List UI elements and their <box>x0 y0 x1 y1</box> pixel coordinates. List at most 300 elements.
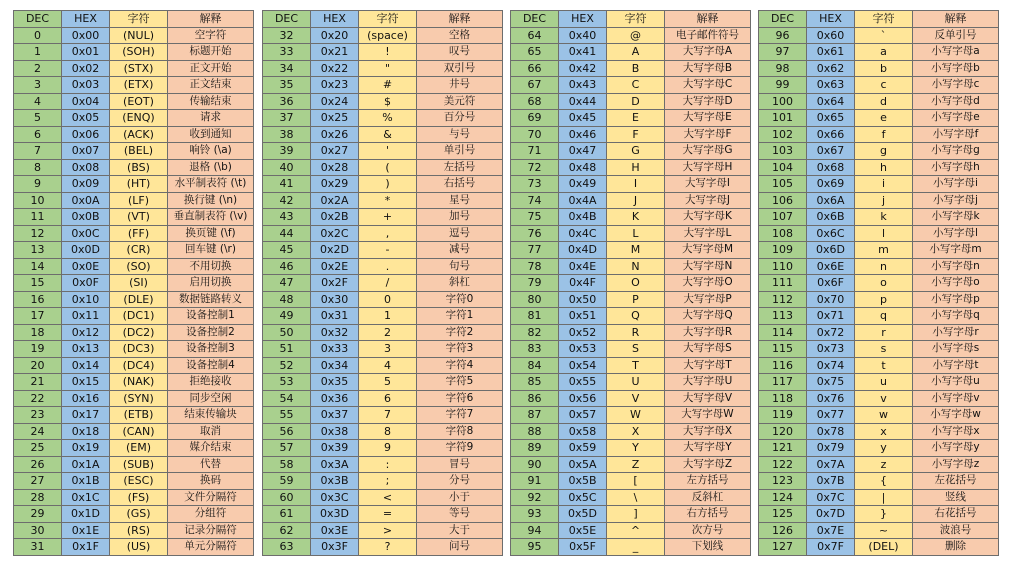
desc-cell: 传输结束 <box>168 93 254 110</box>
dec-cell: 88 <box>511 423 559 440</box>
dec-cell: 110 <box>759 258 807 275</box>
dec-cell: 91 <box>511 473 559 490</box>
dec-cell: 121 <box>759 440 807 457</box>
hex-cell: 0x75 <box>807 374 855 391</box>
table-row <box>14 60 254 77</box>
desc-cell: 等号 <box>417 506 503 523</box>
desc-cell: 大写字母S <box>665 341 751 358</box>
header-char: 字符 <box>110 11 168 28</box>
desc-cell: 与号 <box>417 126 503 143</box>
hex-cell: 0x70 <box>807 291 855 308</box>
table-row <box>511 275 751 292</box>
desc-cell: 星号 <box>417 192 503 209</box>
hex-cell: 0x4B <box>559 209 607 226</box>
dec-cell: 96 <box>759 27 807 44</box>
desc-cell: 大写字母L <box>665 225 751 242</box>
table-row <box>14 275 254 292</box>
hex-cell: 0x3B <box>311 473 359 490</box>
dec-cell: 16 <box>14 291 62 308</box>
desc-cell: 删除 <box>913 539 999 556</box>
desc-cell: 正文开始 <box>168 60 254 77</box>
table-row <box>511 159 751 176</box>
desc-cell: 大写字母H <box>665 159 751 176</box>
hex-cell: 0x22 <box>311 60 359 77</box>
hex-cell: 0x2E <box>311 258 359 275</box>
hex-cell: 0x07 <box>62 143 110 160</box>
desc-cell: 字符8 <box>417 423 503 440</box>
char-cell: s <box>855 341 913 358</box>
char-cell: b <box>855 60 913 77</box>
desc-cell: 大写字母N <box>665 258 751 275</box>
dec-cell: 98 <box>759 60 807 77</box>
hex-cell: 0x27 <box>311 143 359 160</box>
table-row <box>14 522 254 539</box>
hex-cell: 0x76 <box>807 390 855 407</box>
table-row <box>511 258 751 275</box>
char-cell: (RS) <box>110 522 168 539</box>
dec-cell: 79 <box>511 275 559 292</box>
hex-cell: 0x39 <box>311 440 359 457</box>
hex-cell: 0x21 <box>311 44 359 61</box>
char-cell: q <box>855 308 913 325</box>
char-cell: (FS) <box>110 489 168 506</box>
char-cell: ; <box>359 473 417 490</box>
table-row <box>14 192 254 209</box>
desc-cell: 反斜杠 <box>665 489 751 506</box>
table-row <box>759 225 999 242</box>
char-cell: (NAK) <box>110 374 168 391</box>
dec-cell: 116 <box>759 357 807 374</box>
desc-cell: 左花括号 <box>913 473 999 490</box>
table-row <box>511 374 751 391</box>
table-row <box>14 390 254 407</box>
hex-cell: 0x0C <box>62 225 110 242</box>
desc-cell: 设备控制3 <box>168 341 254 358</box>
table-row <box>14 341 254 358</box>
desc-cell: 大写字母W <box>665 407 751 424</box>
desc-cell: 回车键 (\r) <box>168 242 254 259</box>
hex-cell: 0x51 <box>559 308 607 325</box>
table-row <box>14 110 254 127</box>
char-cell: (DC3) <box>110 341 168 358</box>
desc-cell: 收到通知 <box>168 126 254 143</box>
char-cell: (SO) <box>110 258 168 275</box>
hex-cell: 0x77 <box>807 407 855 424</box>
hex-cell: 0x7F <box>807 539 855 556</box>
char-cell: h <box>855 159 913 176</box>
desc-cell: 拒绝接收 <box>168 374 254 391</box>
hex-cell: 0x40 <box>559 27 607 44</box>
char-cell: (ACK) <box>110 126 168 143</box>
char-cell: % <box>359 110 417 127</box>
desc-cell: 大写字母G <box>665 143 751 160</box>
table-row <box>759 192 999 209</box>
table-row <box>263 275 503 292</box>
table-row <box>14 489 254 506</box>
hex-cell: 0x7E <box>807 522 855 539</box>
hex-cell: 0x4F <box>559 275 607 292</box>
hex-cell: 0x1D <box>62 506 110 523</box>
hex-cell: 0x1B <box>62 473 110 490</box>
char-cell: (ETX) <box>110 77 168 94</box>
dec-cell: 103 <box>759 143 807 160</box>
desc-cell: 大写字母Q <box>665 308 751 325</box>
table-row <box>263 77 503 94</box>
table-row <box>14 291 254 308</box>
dec-cell: 45 <box>263 242 311 259</box>
char-cell: @ <box>607 27 665 44</box>
char-cell: (ESC) <box>110 473 168 490</box>
dec-cell: 55 <box>263 407 311 424</box>
char-cell: = <box>359 506 417 523</box>
dec-cell: 46 <box>263 258 311 275</box>
table-row <box>759 407 999 424</box>
char-cell: 7 <box>359 407 417 424</box>
desc-cell: 小写字母e <box>913 110 999 127</box>
hex-cell: 0x2F <box>311 275 359 292</box>
hex-cell: 0x3C <box>311 489 359 506</box>
dec-cell: 47 <box>263 275 311 292</box>
desc-cell: 大写字母O <box>665 275 751 292</box>
char-cell: ~ <box>855 522 913 539</box>
hex-cell: 0x4A <box>559 192 607 209</box>
desc-cell: 字符4 <box>417 357 503 374</box>
char-cell: k <box>855 209 913 226</box>
dec-cell: 35 <box>263 77 311 94</box>
char-cell: H <box>607 159 665 176</box>
dec-cell: 58 <box>263 456 311 473</box>
char-cell: (space) <box>359 27 417 44</box>
table-row <box>14 44 254 61</box>
table-row <box>511 27 751 44</box>
dec-cell: 90 <box>511 456 559 473</box>
desc-cell: 大于 <box>417 522 503 539</box>
desc-cell: 分组符 <box>168 506 254 523</box>
char-cell: N <box>607 258 665 275</box>
hex-cell: 0x78 <box>807 423 855 440</box>
desc-cell: 单引号 <box>417 143 503 160</box>
char-cell: T <box>607 357 665 374</box>
dec-cell: 120 <box>759 423 807 440</box>
table-row <box>14 77 254 94</box>
desc-cell: 双引号 <box>417 60 503 77</box>
dec-cell: 34 <box>263 60 311 77</box>
table-row <box>14 473 254 490</box>
char-cell: 6 <box>359 390 417 407</box>
desc-cell: 电子邮件符号 <box>665 27 751 44</box>
hex-cell: 0x58 <box>559 423 607 440</box>
desc-cell: 设备控制4 <box>168 357 254 374</box>
hex-cell: 0x71 <box>807 308 855 325</box>
desc-cell: 波浪号 <box>913 522 999 539</box>
table-row <box>759 44 999 61</box>
desc-cell: 取消 <box>168 423 254 440</box>
hex-cell: 0x1E <box>62 522 110 539</box>
dec-cell: 31 <box>14 539 62 556</box>
char-cell: : <box>359 456 417 473</box>
desc-cell: 左方括号 <box>665 473 751 490</box>
hex-cell: 0x54 <box>559 357 607 374</box>
table-row <box>263 176 503 193</box>
ascii-table-2 <box>262 10 503 556</box>
table-row <box>263 93 503 110</box>
desc-cell: 标题开始 <box>168 44 254 61</box>
dec-cell: 99 <box>759 77 807 94</box>
char-cell: z <box>855 456 913 473</box>
desc-cell: 大写字母X <box>665 423 751 440</box>
char-cell: (SOH) <box>110 44 168 61</box>
desc-cell: 小写字母q <box>913 308 999 325</box>
dec-cell: 48 <box>263 291 311 308</box>
table-row <box>511 423 751 440</box>
dec-cell: 105 <box>759 176 807 193</box>
dec-cell: 56 <box>263 423 311 440</box>
char-cell: \ <box>607 489 665 506</box>
char-cell: L <box>607 225 665 242</box>
char-cell: | <box>855 489 913 506</box>
char-cell: (FF) <box>110 225 168 242</box>
char-cell: p <box>855 291 913 308</box>
hex-cell: 0x68 <box>807 159 855 176</box>
desc-cell: 小写字母z <box>913 456 999 473</box>
char-cell: I <box>607 176 665 193</box>
hex-cell: 0x55 <box>559 374 607 391</box>
desc-cell: 大写字母T <box>665 357 751 374</box>
char-cell: l <box>855 225 913 242</box>
desc-cell: 问号 <box>417 539 503 556</box>
dec-cell: 70 <box>511 126 559 143</box>
hex-cell: 0x08 <box>62 159 110 176</box>
char-cell: ? <box>359 539 417 556</box>
hex-cell: 0x6B <box>807 209 855 226</box>
dec-cell: 10 <box>14 192 62 209</box>
header-hex: HEX <box>62 11 110 28</box>
dec-cell: 64 <box>511 27 559 44</box>
hex-cell: 0x6F <box>807 275 855 292</box>
hex-cell: 0x33 <box>311 341 359 358</box>
dec-cell: 76 <box>511 225 559 242</box>
hex-cell: 0x6A <box>807 192 855 209</box>
desc-cell: 小写字母p <box>913 291 999 308</box>
dec-cell: 2 <box>14 60 62 77</box>
char-cell: 1 <box>359 308 417 325</box>
table-row <box>263 258 503 275</box>
char-cell: ' <box>359 143 417 160</box>
table-row <box>263 291 503 308</box>
desc-cell: 小写字母o <box>913 275 999 292</box>
hex-cell: 0x04 <box>62 93 110 110</box>
header-char: 字符 <box>855 11 913 28</box>
char-cell: (DEL) <box>855 539 913 556</box>
dec-cell: 21 <box>14 374 62 391</box>
hex-cell: 0x66 <box>807 126 855 143</box>
header-desc: 解释 <box>417 11 503 28</box>
dec-cell: 69 <box>511 110 559 127</box>
desc-cell: 句号 <box>417 258 503 275</box>
hex-cell: 0x06 <box>62 126 110 143</box>
char-cell: E <box>607 110 665 127</box>
hex-cell: 0x34 <box>311 357 359 374</box>
desc-cell: 美元符 <box>417 93 503 110</box>
dec-cell: 67 <box>511 77 559 94</box>
dec-cell: 7 <box>14 143 62 160</box>
table-row <box>263 143 503 160</box>
table-row <box>759 209 999 226</box>
desc-cell: 次方号 <box>665 522 751 539</box>
table-row <box>759 539 999 556</box>
dec-cell: 102 <box>759 126 807 143</box>
hex-cell: 0x62 <box>807 60 855 77</box>
char-cell: X <box>607 423 665 440</box>
desc-cell: 减号 <box>417 242 503 259</box>
hex-cell: 0x7B <box>807 473 855 490</box>
hex-cell: 0x49 <box>559 176 607 193</box>
header-row <box>14 11 254 28</box>
desc-cell: 请求 <box>168 110 254 127</box>
dec-cell: 111 <box>759 275 807 292</box>
desc-cell: 结束传输块 <box>168 407 254 424</box>
hex-cell: 0x5B <box>559 473 607 490</box>
desc-cell: 大写字母U <box>665 374 751 391</box>
table-row <box>14 176 254 193</box>
table-row <box>759 126 999 143</box>
desc-cell: 大写字母F <box>665 126 751 143</box>
char-cell: (DLE) <box>110 291 168 308</box>
header-dec: DEC <box>759 11 807 28</box>
desc-cell: 右方括号 <box>665 506 751 523</box>
char-cell: " <box>359 60 417 77</box>
desc-cell: 文件分隔符 <box>168 489 254 506</box>
table-row <box>759 27 999 44</box>
hex-cell: 0x3F <box>311 539 359 556</box>
char-cell: ! <box>359 44 417 61</box>
dec-cell: 78 <box>511 258 559 275</box>
dec-cell: 3 <box>14 77 62 94</box>
ascii-table-3 <box>510 10 751 556</box>
table-row <box>14 308 254 325</box>
table-row <box>759 489 999 506</box>
desc-cell: 斜杠 <box>417 275 503 292</box>
dec-cell: 106 <box>759 192 807 209</box>
table-row <box>14 407 254 424</box>
char-cell: (CAN) <box>110 423 168 440</box>
dec-cell: 123 <box>759 473 807 490</box>
char-cell: * <box>359 192 417 209</box>
table-row <box>263 324 503 341</box>
header-dec: DEC <box>511 11 559 28</box>
dec-cell: 18 <box>14 324 62 341</box>
dec-cell: 57 <box>263 440 311 457</box>
dec-cell: 89 <box>511 440 559 457</box>
desc-cell: 换码 <box>168 473 254 490</box>
table-row <box>511 60 751 77</box>
table-row <box>759 110 999 127</box>
char-cell: P <box>607 291 665 308</box>
table-row <box>263 456 503 473</box>
table-row <box>759 473 999 490</box>
char-cell: _ <box>607 539 665 556</box>
ascii-table-4 <box>758 10 999 556</box>
desc-cell: 字符5 <box>417 374 503 391</box>
dec-cell: 62 <box>263 522 311 539</box>
dec-cell: 40 <box>263 159 311 176</box>
hex-cell: 0x02 <box>62 60 110 77</box>
table-row <box>759 390 999 407</box>
char-cell: 5 <box>359 374 417 391</box>
hex-cell: 0x59 <box>559 440 607 457</box>
char-cell: (BS) <box>110 159 168 176</box>
dec-cell: 50 <box>263 324 311 341</box>
hex-cell: 0x2D <box>311 242 359 259</box>
dec-cell: 75 <box>511 209 559 226</box>
hex-cell: 0x01 <box>62 44 110 61</box>
desc-cell: 同步空闲 <box>168 390 254 407</box>
char-cell: (SYN) <box>110 390 168 407</box>
hex-cell: 0x2B <box>311 209 359 226</box>
hex-cell: 0x29 <box>311 176 359 193</box>
dec-cell: 84 <box>511 357 559 374</box>
dec-cell: 109 <box>759 242 807 259</box>
table-row <box>511 456 751 473</box>
dec-cell: 74 <box>511 192 559 209</box>
desc-cell: 小写字母r <box>913 324 999 341</box>
hex-cell: 0x0E <box>62 258 110 275</box>
table-row <box>14 357 254 374</box>
desc-cell: 叹号 <box>417 44 503 61</box>
dec-cell: 5 <box>14 110 62 127</box>
desc-cell: 正文结束 <box>168 77 254 94</box>
dec-cell: 4 <box>14 93 62 110</box>
dec-cell: 53 <box>263 374 311 391</box>
hex-cell: 0x6E <box>807 258 855 275</box>
table-row <box>511 209 751 226</box>
hex-cell: 0x0B <box>62 209 110 226</box>
char-cell: x <box>855 423 913 440</box>
hex-cell: 0x5A <box>559 456 607 473</box>
char-cell: u <box>855 374 913 391</box>
table-row <box>263 308 503 325</box>
dec-cell: 39 <box>263 143 311 160</box>
table-row <box>511 440 751 457</box>
char-cell: B <box>607 60 665 77</box>
table-row <box>759 324 999 341</box>
char-cell: , <box>359 225 417 242</box>
dec-cell: 33 <box>263 44 311 61</box>
dec-cell: 127 <box>759 539 807 556</box>
char-cell: D <box>607 93 665 110</box>
dec-cell: 37 <box>263 110 311 127</box>
desc-cell: 空格 <box>417 27 503 44</box>
table-row <box>759 275 999 292</box>
char-cell: J <box>607 192 665 209</box>
desc-cell: 反单引号 <box>913 27 999 44</box>
table-row <box>511 225 751 242</box>
dec-cell: 65 <box>511 44 559 61</box>
table-row <box>263 225 503 242</box>
char-cell: (ETB) <box>110 407 168 424</box>
char-cell: f <box>855 126 913 143</box>
char-cell: ` <box>855 27 913 44</box>
hex-cell: 0x03 <box>62 77 110 94</box>
dec-cell: 97 <box>759 44 807 61</box>
hex-cell: 0x25 <box>311 110 359 127</box>
desc-cell: 小写字母l <box>913 225 999 242</box>
dec-cell: 51 <box>263 341 311 358</box>
char-cell: e <box>855 110 913 127</box>
char-cell: ] <box>607 506 665 523</box>
header-hex: HEX <box>807 11 855 28</box>
desc-cell: 小写字母n <box>913 258 999 275</box>
